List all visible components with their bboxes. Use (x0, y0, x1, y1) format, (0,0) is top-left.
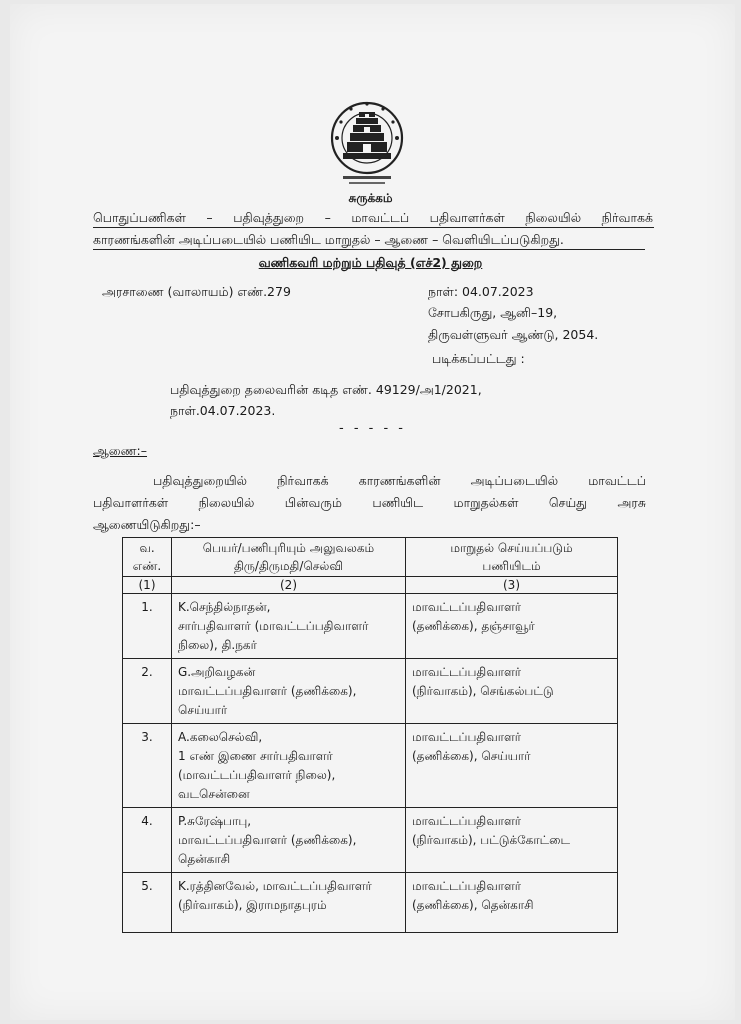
serial-number-cell: 3. (123, 724, 172, 808)
name-office-line: நிலை), தி.நகர் (178, 638, 257, 652)
posting-line: (நிர்வாகம்), பட்டுக்கோட்டை (412, 833, 571, 847)
header-serial-line-1: வ. (139, 541, 155, 555)
transfer-table (122, 537, 618, 933)
name-office-line: மாவட்டப்பதிவாளர் (தணிக்கை), (178, 684, 357, 698)
header-posting-line-2: பணியிடம் (482, 559, 541, 573)
name-office-line: K.ரத்தினவேல், மாவட்டப்பதிவாளர் (178, 879, 372, 893)
index-cell: (2) (172, 577, 406, 594)
subject-underline (93, 249, 645, 250)
posting-line: மாவட்டப்பதிவாளர் (412, 730, 522, 744)
header-posting (406, 538, 618, 577)
name-office-line: G.அறிவழகன் (178, 665, 256, 679)
index-cell: (3) (406, 577, 618, 594)
posting-cell (406, 873, 618, 933)
subject-underline (93, 227, 654, 228)
posting-cell (406, 594, 618, 659)
thiruvalluvar-year: திருவள்ளுவர் ஆண்டு, 2054. (428, 327, 599, 342)
name-office-cell (172, 659, 406, 724)
table-row (123, 724, 618, 808)
subject-line-1: பொதுப்பணிகள் – பதிவுத்துறை – மாவட்டப் பதிவாளர்கள் நிலையில் நிர்வாகக் (93, 210, 653, 225)
order-date: நாள்: 04.07.2023 (428, 284, 534, 299)
header-name-line-1: பெயர்/பணிபுரியும் அலுவலகம் (202, 541, 375, 555)
name-office-line: P.சுரேஷ்பாபு, (178, 814, 252, 828)
name-office-line: (மாவட்டப்பதிவாளர் நிலை), (178, 768, 336, 782)
posting-line: மாவட்டப்பதிவாளர் (412, 879, 522, 893)
tamil-date: சோபகிருது, ஆனி–19, (428, 305, 558, 320)
name-office-cell (172, 594, 406, 659)
header-serial-line-2: எண். (132, 559, 162, 573)
name-office-line: செய்யார் (178, 703, 228, 717)
table-row (123, 594, 618, 659)
posting-line: (தணிக்கை), தென்காசி (412, 898, 534, 912)
index-cell: (1) (123, 577, 172, 594)
name-office-line: A.கலைசெல்வி, (178, 730, 263, 744)
subject-line-2: காரணங்களின் அடிப்படையில் பணியிட மாறுதல் – ஆணை – வெளியிடப்படுகிறது. (93, 232, 564, 247)
table-row (123, 659, 618, 724)
name-office-line: (நிர்வாகம்), இராமநாதபுரம் (178, 898, 327, 912)
order-paragraph-line-2: பதிவாளர்கள் நிலையில் பின்வரும் பணியிட மாறுதல்கள் செய்து அரசு (93, 495, 646, 510)
header-name-line-2: திரு/திருமதி/செல்வி (233, 559, 344, 573)
header-name-office (172, 538, 406, 577)
posting-line: மாவட்டப்பதிவாளர் (412, 665, 522, 679)
name-office-line: K.செந்தில்நாதன், (178, 600, 271, 614)
posting-line: மாவட்டப்பதிவாளர் (412, 600, 522, 614)
separator: - - - - - (339, 421, 406, 436)
name-office-line: வடசென்னை (178, 787, 250, 801)
posting-line: (நிர்வாகம்), செங்கல்பட்டு (412, 684, 554, 698)
order-paragraph-line-1: பதிவுத்துறையில் நிர்வாகக் காரணங்களின் அடிப்படையில் மாவட்டப் (153, 473, 646, 488)
serial-number-cell: 4. (123, 808, 172, 873)
tamil-nadu-emblem-icon (329, 100, 405, 188)
posting-line: (தணிக்கை), செய்யார் (412, 749, 531, 763)
name-office-line: சார்பதிவாளர் (மாவட்டப்பதிவாளர் (178, 619, 369, 633)
name-office-line: மாவட்டப்பதிவாளர் (தணிக்கை), (178, 833, 357, 847)
read-label: படிக்கப்பட்டது : (432, 351, 525, 366)
header-posting-line-1: மாறுதல் செய்யப்படும் (450, 541, 573, 555)
serial-number-cell: 1. (123, 594, 172, 659)
posting-cell (406, 724, 618, 808)
serial-number-cell: 5. (123, 873, 172, 933)
subject-heading: சுருக்கம் (348, 191, 393, 205)
order-paragraph-line-3: ஆணையிடுகிறது:– (93, 517, 201, 532)
header-serial (123, 538, 172, 577)
department-heading: வணிகவரி மற்றும் பதிவுத் (எச்2) துறை (258, 255, 483, 270)
serial-number-cell: 2. (123, 659, 172, 724)
order-label: ஆணை:– (93, 443, 148, 458)
name-office-cell (172, 808, 406, 873)
reference-line-1: பதிவுத்துறை தலைவரின் கடித எண். 49129/அ1/2021, (170, 382, 482, 397)
table-row (123, 808, 618, 873)
posting-cell (406, 808, 618, 873)
posting-line: (தணிக்கை), தஞ்சாவூர் (412, 619, 535, 633)
table-row (123, 873, 618, 933)
name-office-line: 1 எண் இணை சார்பதிவாளர் (178, 749, 333, 763)
table-header-row (123, 538, 618, 577)
posting-cell (406, 659, 618, 724)
name-office-cell (172, 873, 406, 933)
name-office-cell (172, 724, 406, 808)
table-index-row (123, 577, 618, 594)
posting-line: மாவட்டப்பதிவாளர் (412, 814, 522, 828)
reference-line-2: நாள்.04.07.2023. (170, 403, 276, 418)
go-number: அரசாணை (வாலாயம்) எண்.279 (102, 284, 291, 299)
name-office-line: தென்காசி (178, 852, 231, 866)
